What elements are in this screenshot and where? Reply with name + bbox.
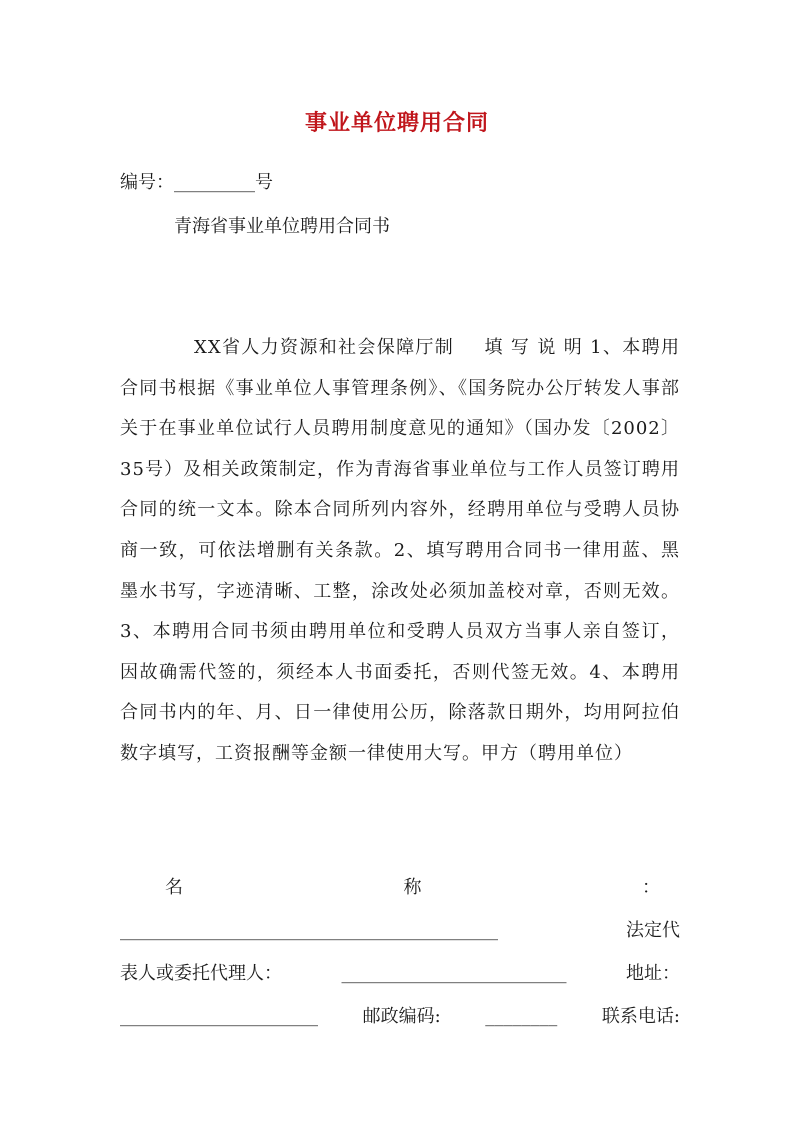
postcode-blank[interactable]: ________ <box>485 1006 558 1027</box>
phone-label: 联系电话: <box>601 1006 680 1027</box>
address-blank[interactable]: ______________________ <box>120 1006 318 1027</box>
address-label: 地址： <box>626 963 680 984</box>
issuer-text: XX省人力资源和社会保障厅制 <box>194 337 455 358</box>
party-a-fields <box>120 866 680 1038</box>
name-label-colon: ： <box>642 877 660 898</box>
legal-rep-row <box>120 952 680 995</box>
instructions-paragraph <box>120 328 680 775</box>
notes-body: 1、本聘用合同书根据《事业单位人事管理条例》、《国务院办公厅转发人事部关于在事业单位试行人员聘用制度意见的通知》（国办发〔2002〕35号）及相关政策制定，作为青海省事业单位与工作人员签订聘用合同的统一文本。除本合同所列内容外，经聘用单位与受聘人员协商一致，可依法增删有关条款。2、填写聘用合同书一律用蓝、黑墨水书写，字迹清晰、工整，涂改处必须加盖校对章，否则无效。3、本聘用合同书须由聘用单位和受聘人员双方当事人亲自签订，因故确需代签的，须经本人书面委托，否则代签无效。4、本聘用合同书内的年、月、日一律使用公历，除落款日期外，均用阿拉伯数字填写，工资报酬等金额一律使用大写。甲方（聘用单位） <box>120 337 680 764</box>
name-label-char2: 称 <box>403 877 422 898</box>
legal-rep-label-start: 法定代 <box>626 920 680 941</box>
name-row <box>120 866 680 909</box>
legal-rep-blank[interactable]: _________________________ <box>341 963 567 984</box>
postcode-label: 邮政编码: <box>362 1006 441 1027</box>
address-row <box>120 995 680 1038</box>
notes-heading: 填 写 说 明 <box>484 337 584 358</box>
legal-rep-label-rest: 表人或委托代理人： <box>120 963 282 984</box>
contract-number: 编号：_________号 <box>120 172 273 193</box>
name-label-char1: 名 <box>165 877 183 898</box>
document-title: 事业单位聘用合同 <box>304 110 489 136</box>
name-blank[interactable]: __________________________________________ <box>120 920 498 941</box>
document-subtitle: 青海省事业单位聘用合同书 <box>174 216 390 237</box>
name-blank-row <box>120 909 680 952</box>
